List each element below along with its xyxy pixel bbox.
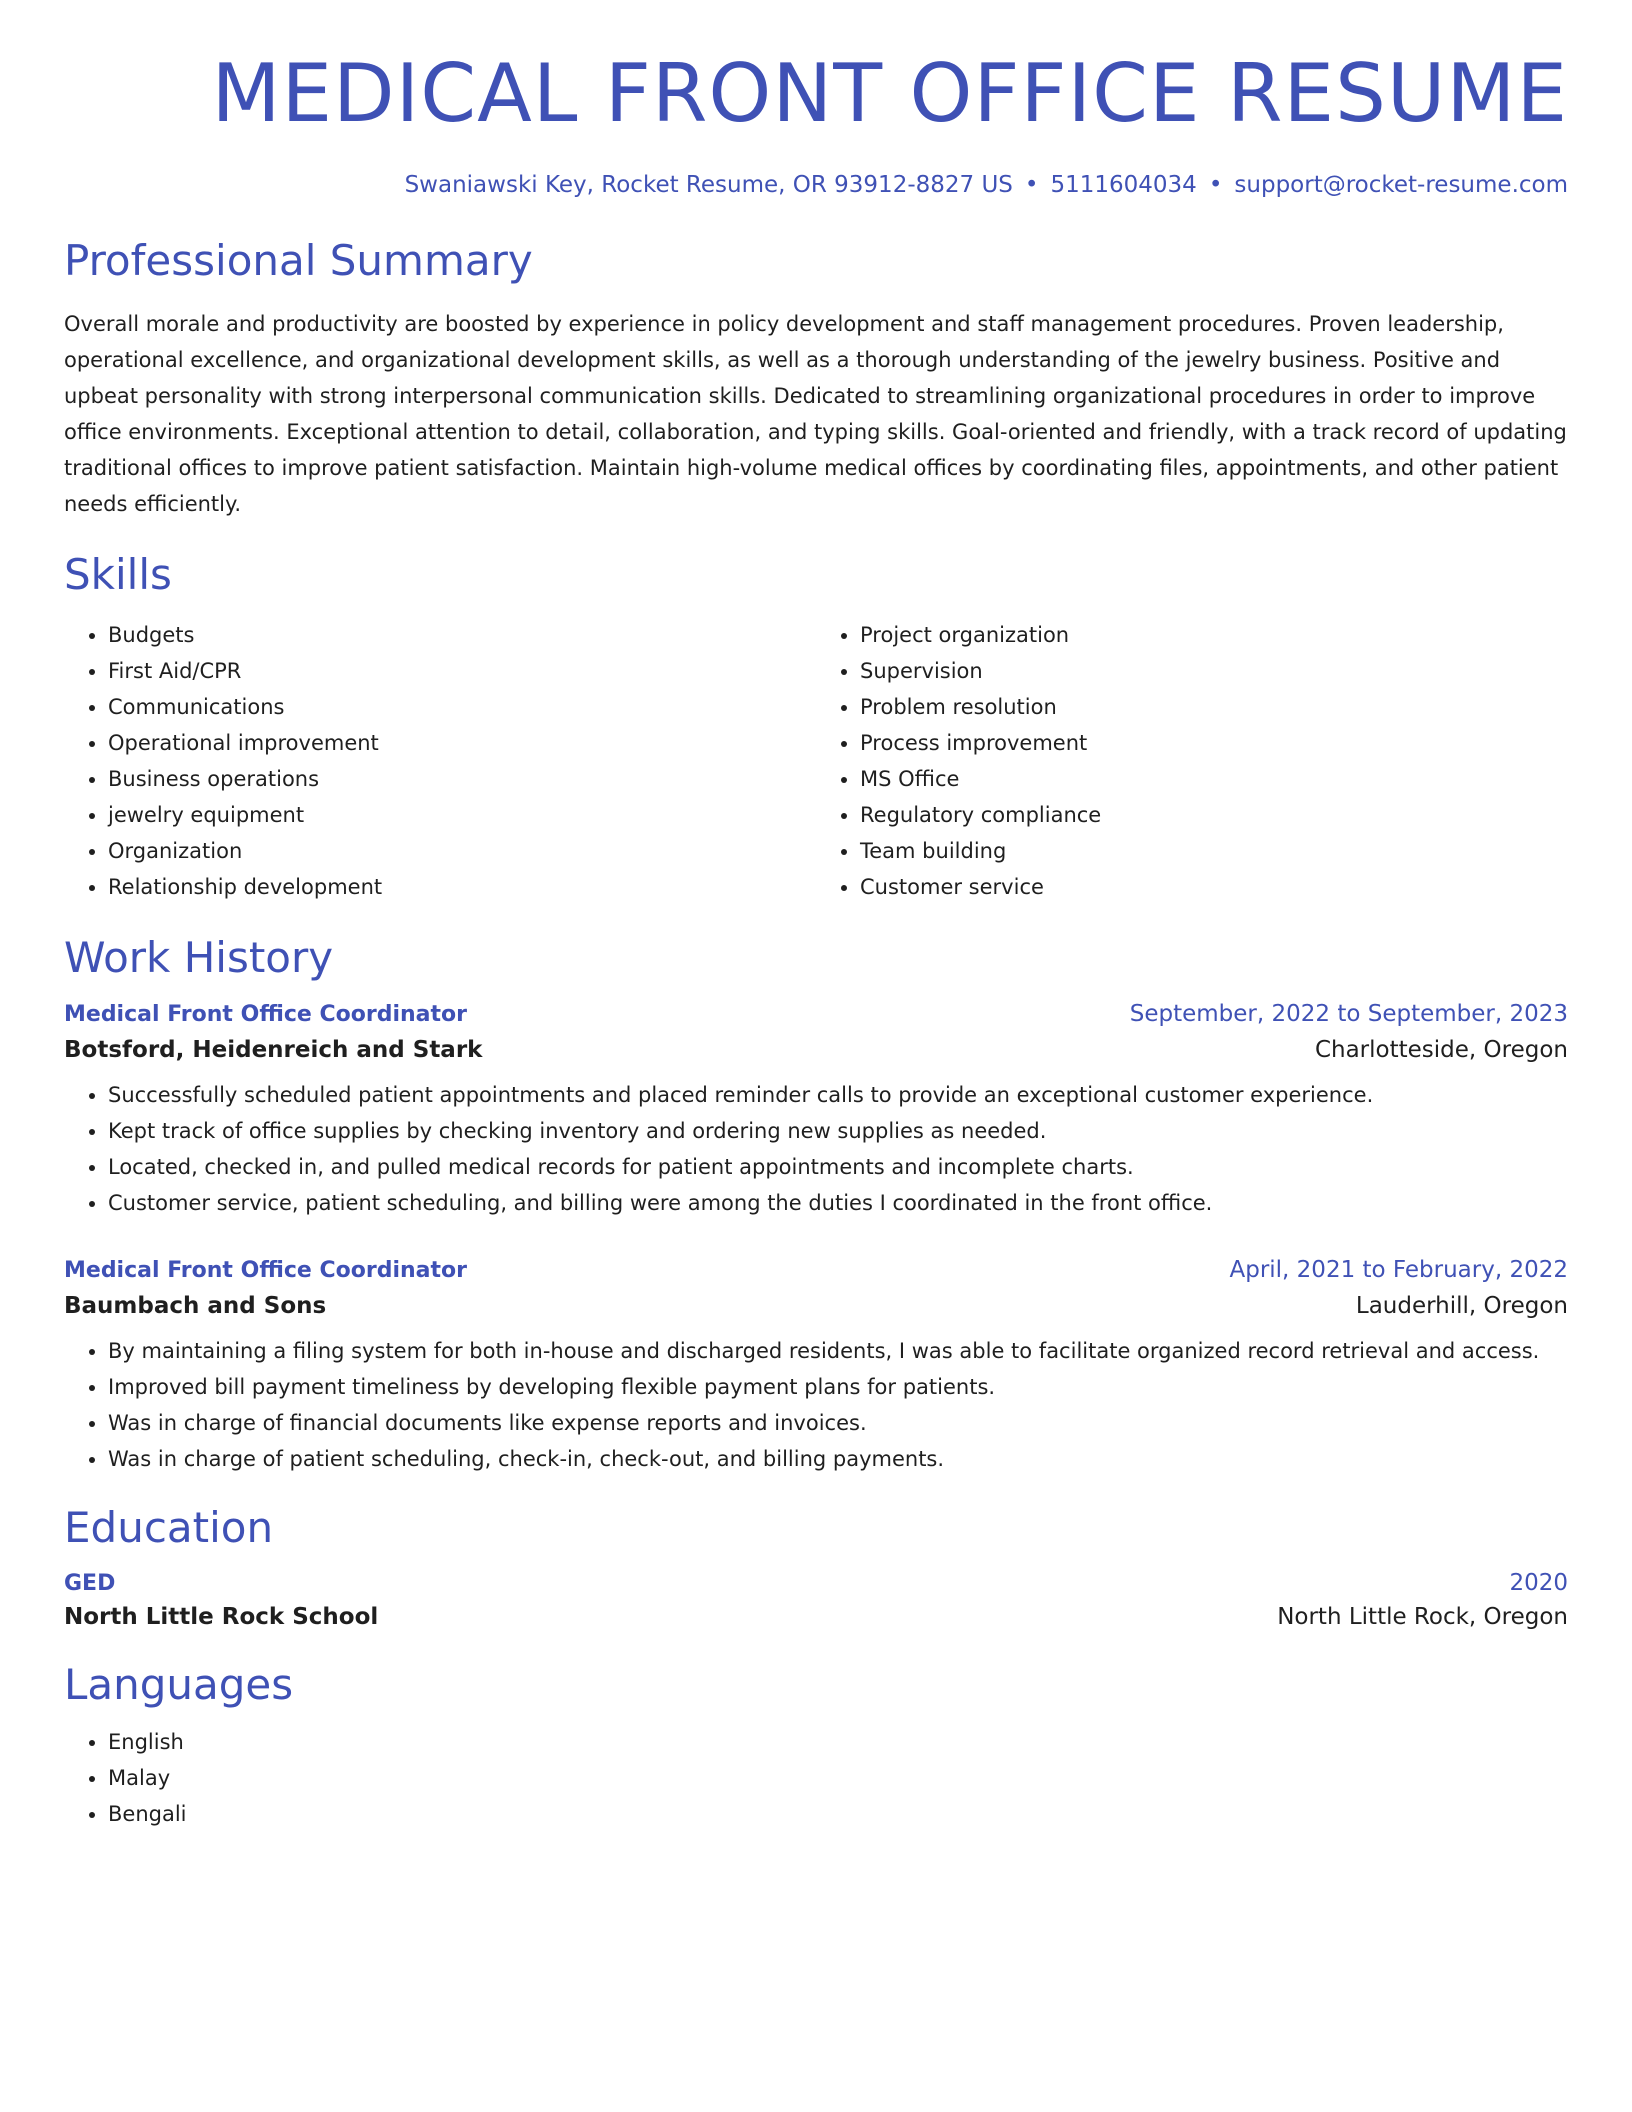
job-company: Botsford, Heidenreich and Stark <box>64 1037 483 1064</box>
contact-separator: • <box>1208 172 1223 198</box>
skill-item: • Problem resolution <box>860 689 1568 725</box>
job-company-row <box>64 1037 1568 1063</box>
language-item: • Malay <box>108 1760 1568 1796</box>
section-title-work: Work History <box>64 932 334 982</box>
contact-line <box>64 172 1568 198</box>
skill-item: • Business operations <box>108 761 816 797</box>
job-company: Baumbach and Sons <box>64 1293 327 1320</box>
job-company-row <box>64 1293 1568 1319</box>
job-bullet: • By maintaining a filing system for both in-house and discharged residents, I was able to facilitate organized record retrieval and access. <box>108 1333 1568 1369</box>
job-bullets <box>64 1333 1568 1477</box>
summary-text: Overall morale and productivity are boosted by experience in policy development and staff management procedures. Proven leadership, operational excellence, and organizational development skills, as well as a thorough understanding of the jewelry business. Positive and upbeat personality with strong interpersonal communication skills. Dedicated to streamlining organizational procedures in order to improve office environments. Exceptional attention to detail, collaboration, and typing skills. Goal-oriented and friendly, with a track record of updating traditional offices to improve patient satisfaction. Maintain high-volume medical offices by coordinating files, appointments, and other patient needs efficiently. <box>64 312 1567 517</box>
work-section <box>64 933 1568 1477</box>
skill-item: • Team building <box>860 833 1568 869</box>
job-bullet: • Located, checked in, and pulled medical records for patient appointments and incomplete charts. <box>108 1149 1568 1185</box>
job-location: Charlotteside, Oregon <box>1314 1037 1568 1064</box>
skill-item: • Organization <box>108 833 816 869</box>
skill-item: • Communications <box>108 689 816 725</box>
job-title-row <box>64 1257 1568 1283</box>
education-school-row <box>64 1604 1568 1630</box>
section-title-skills: Skills <box>64 550 172 600</box>
education-location: North Little Rock, Oregon <box>1277 1603 1568 1630</box>
section-title-summary: Professional Summary <box>64 236 533 285</box>
education-year: 2020 <box>1509 1569 1568 1596</box>
skill-item: • Regulatory compliance <box>860 797 1568 833</box>
skill-item: • First Aid/CPR <box>108 653 816 689</box>
education-degree-row <box>64 1570 1568 1596</box>
contact-phone: 5111604034 <box>1050 172 1197 198</box>
education-degree: GED <box>64 1570 116 1596</box>
job-title: Medical Front Office Coordinator <box>64 1258 467 1284</box>
skills-list-left <box>64 617 816 905</box>
job-bullet: • Customer service, patient scheduling, and billing were among the duties I coordinated in the front office. <box>108 1185 1568 1221</box>
skills-list-right <box>816 617 1568 905</box>
contact-email[interactable]: support@rocket-resume.com <box>1234 172 1568 198</box>
skill-item: • jewelry equipment <box>108 797 816 833</box>
job-bullet: • Successfully scheduled patient appointments and placed reminder calls to provide an exceptional customer experience. <box>108 1077 1568 1113</box>
section-title-education: Education <box>64 1503 274 1553</box>
job-bullet: • Kept track of office supplies by checking inventory and ordering new supplies as needed. <box>108 1113 1568 1149</box>
language-item: • English <box>108 1724 1568 1760</box>
job-bullet: • Was in charge of financial documents like expense reports and invoices. <box>108 1405 1568 1441</box>
contact-separator: • <box>1024 172 1039 198</box>
skills-section <box>64 550 1568 904</box>
skill-item: • Budgets <box>108 617 816 653</box>
education-school: North Little Rock School <box>64 1603 379 1630</box>
job-entry <box>64 1001 1568 1221</box>
skill-item: • Operational improvement <box>108 725 816 761</box>
skill-item: • MS Office <box>860 761 1568 797</box>
skills-grid <box>64 617 1568 905</box>
languages-list <box>64 1724 1568 1832</box>
section-title-languages: Languages <box>64 1659 294 1709</box>
job-bullet: • Improved bill payment timeliness by developing flexible payment plans for patients. <box>108 1369 1568 1405</box>
skill-item: • Process improvement <box>860 725 1568 761</box>
job-dates: April, 2021 to February, 2022 <box>1229 1257 1568 1284</box>
languages-section <box>64 1660 1568 1832</box>
skill-item: • Supervision <box>860 653 1568 689</box>
skill-item: • Customer service <box>860 869 1568 905</box>
job-title-row <box>64 1001 1568 1027</box>
resume-name: MEDICAL FRONT OFFICE RESUME <box>211 47 1568 140</box>
language-item: • Bengali <box>108 1796 1568 1832</box>
skill-item: • Project organization <box>860 617 1568 653</box>
job-dates: September, 2022 to September, 2023 <box>1129 1001 1568 1028</box>
job-location: Lauderhill, Oregon <box>1355 1293 1568 1320</box>
job-bullets <box>64 1077 1568 1221</box>
education-section <box>64 1503 1568 1629</box>
summary-section <box>64 236 1568 522</box>
job-title: Medical Front Office Coordinator <box>64 1002 467 1028</box>
job-entry <box>64 1257 1568 1477</box>
job-bullet: • Was in charge of patient scheduling, check-in, check-out, and billing payments. <box>108 1441 1568 1477</box>
skill-item: • Relationship development <box>108 869 816 905</box>
contact-address: Swaniawski Key, Rocket Resume, OR 93912-8827 US <box>404 172 1013 198</box>
